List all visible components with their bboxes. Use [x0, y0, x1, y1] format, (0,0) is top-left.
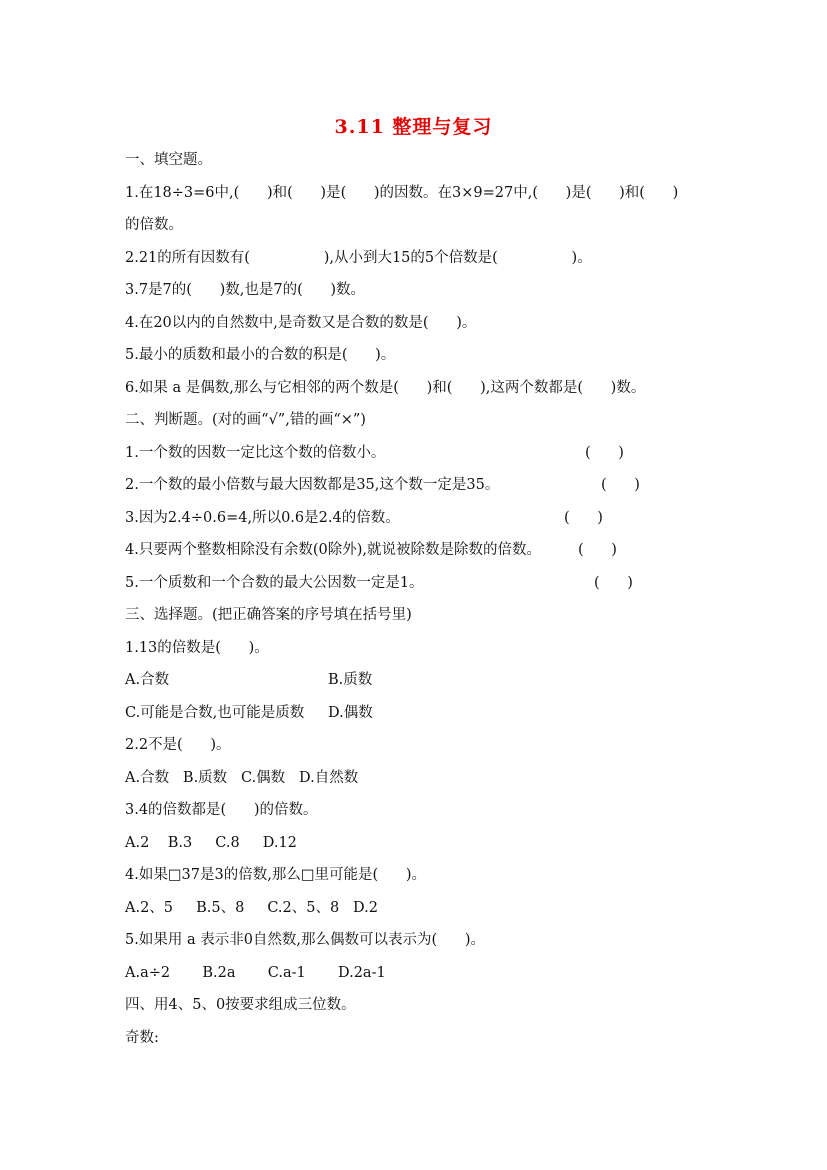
question-1-6: 6.如果 a 是偶数,那么与它相邻的两个数是( )和( ),这两个数都是( )数。 — [125, 380, 646, 396]
choice-1-option-d: D.偶数 — [328, 705, 373, 721]
page-title: 3.11 整理与复习 — [334, 116, 493, 138]
choice-1-option-a: A.合数 — [125, 672, 170, 688]
choice-question-2: 2.2不是( )。 — [125, 737, 231, 753]
choice-question-5: 5.如果用 a 表示非0自然数,那么偶数可以表示为( )。 — [125, 932, 485, 948]
choice-2-options: A.合数 B.质数 C.偶数 D.自然数 — [125, 770, 359, 786]
judge-item-5: 5.一个质数和一个合数的最大公因数一定是1。 — [125, 575, 424, 591]
section4-heading: 四、用4、5、0按要求组成三位数。 — [125, 997, 356, 1013]
section1-heading: 一、填空题。 — [125, 152, 212, 168]
choice-4-options: A.2、5 B.5、8 C.2、5、8 D.2 — [125, 900, 378, 916]
choice-5-options: A.a÷2 B.2a C.a-1 D.2a-1 — [125, 965, 386, 981]
choice-question-1: 1.13的倍数是( )。 — [125, 640, 269, 656]
judge-item-1: 1.一个数的因数一定比这个数的倍数小。 — [125, 445, 386, 461]
choice-1-option-b: B.质数 — [328, 672, 373, 688]
section3-heading: 三、选择题。(把正确答案的序号填在括号里) — [125, 607, 412, 623]
judge-answer-blank-5: ( ) — [594, 575, 633, 591]
choice-1-option-c: C.可能是合数,也可能是质数 — [125, 705, 305, 721]
judge-item-2: 2.一个数的最小倍数与最大因数都是35,这个数一定是35。 — [125, 477, 500, 493]
choice-question-3: 3.4的倍数都是( )的倍数。 — [125, 802, 318, 818]
choice-3-options: A.2 B.3 C.8 D.12 — [125, 835, 297, 851]
question-1-2: 2.21的所有因数有( ),从小到大15的5个倍数是( )。 — [125, 250, 592, 266]
judge-answer-blank-2: ( ) — [601, 477, 640, 493]
judge-answer-blank-1: ( ) — [585, 445, 624, 461]
choice-question-4: 4.如果□37是3的倍数,那么□里可能是( )。 — [125, 867, 426, 883]
judge-item-3: 3.因为2.4÷0.6=4,所以0.6是2.4的倍数。 — [125, 510, 400, 526]
judge-answer-blank-4: ( ) — [578, 542, 617, 558]
question-1-1-line1: 1.在18÷3=6中,( )和( )是( )的因数。在3×9=27中,( )是( )和( ) — [125, 185, 679, 201]
question-1-3: 3.7是7的( )数,也是7的( )数。 — [125, 282, 366, 298]
section2-heading: 二、判断题。(对的画“√”,错的画“×”) — [125, 412, 366, 428]
judge-answer-blank-3: ( ) — [564, 510, 603, 526]
question-1-5: 5.最小的质数和最小的合数的积是( )。 — [125, 347, 396, 363]
odd-number-label: 奇数: — [125, 1030, 159, 1046]
question-1-4: 4.在20以内的自然数中,是奇数又是合数的数是( )。 — [125, 315, 477, 331]
judge-item-4: 4.只要两个整数相除没有余数(0除外),就说被除数是除数的倍数。 — [125, 542, 541, 558]
question-1-1-line2: 的倍数。 — [125, 217, 183, 233]
